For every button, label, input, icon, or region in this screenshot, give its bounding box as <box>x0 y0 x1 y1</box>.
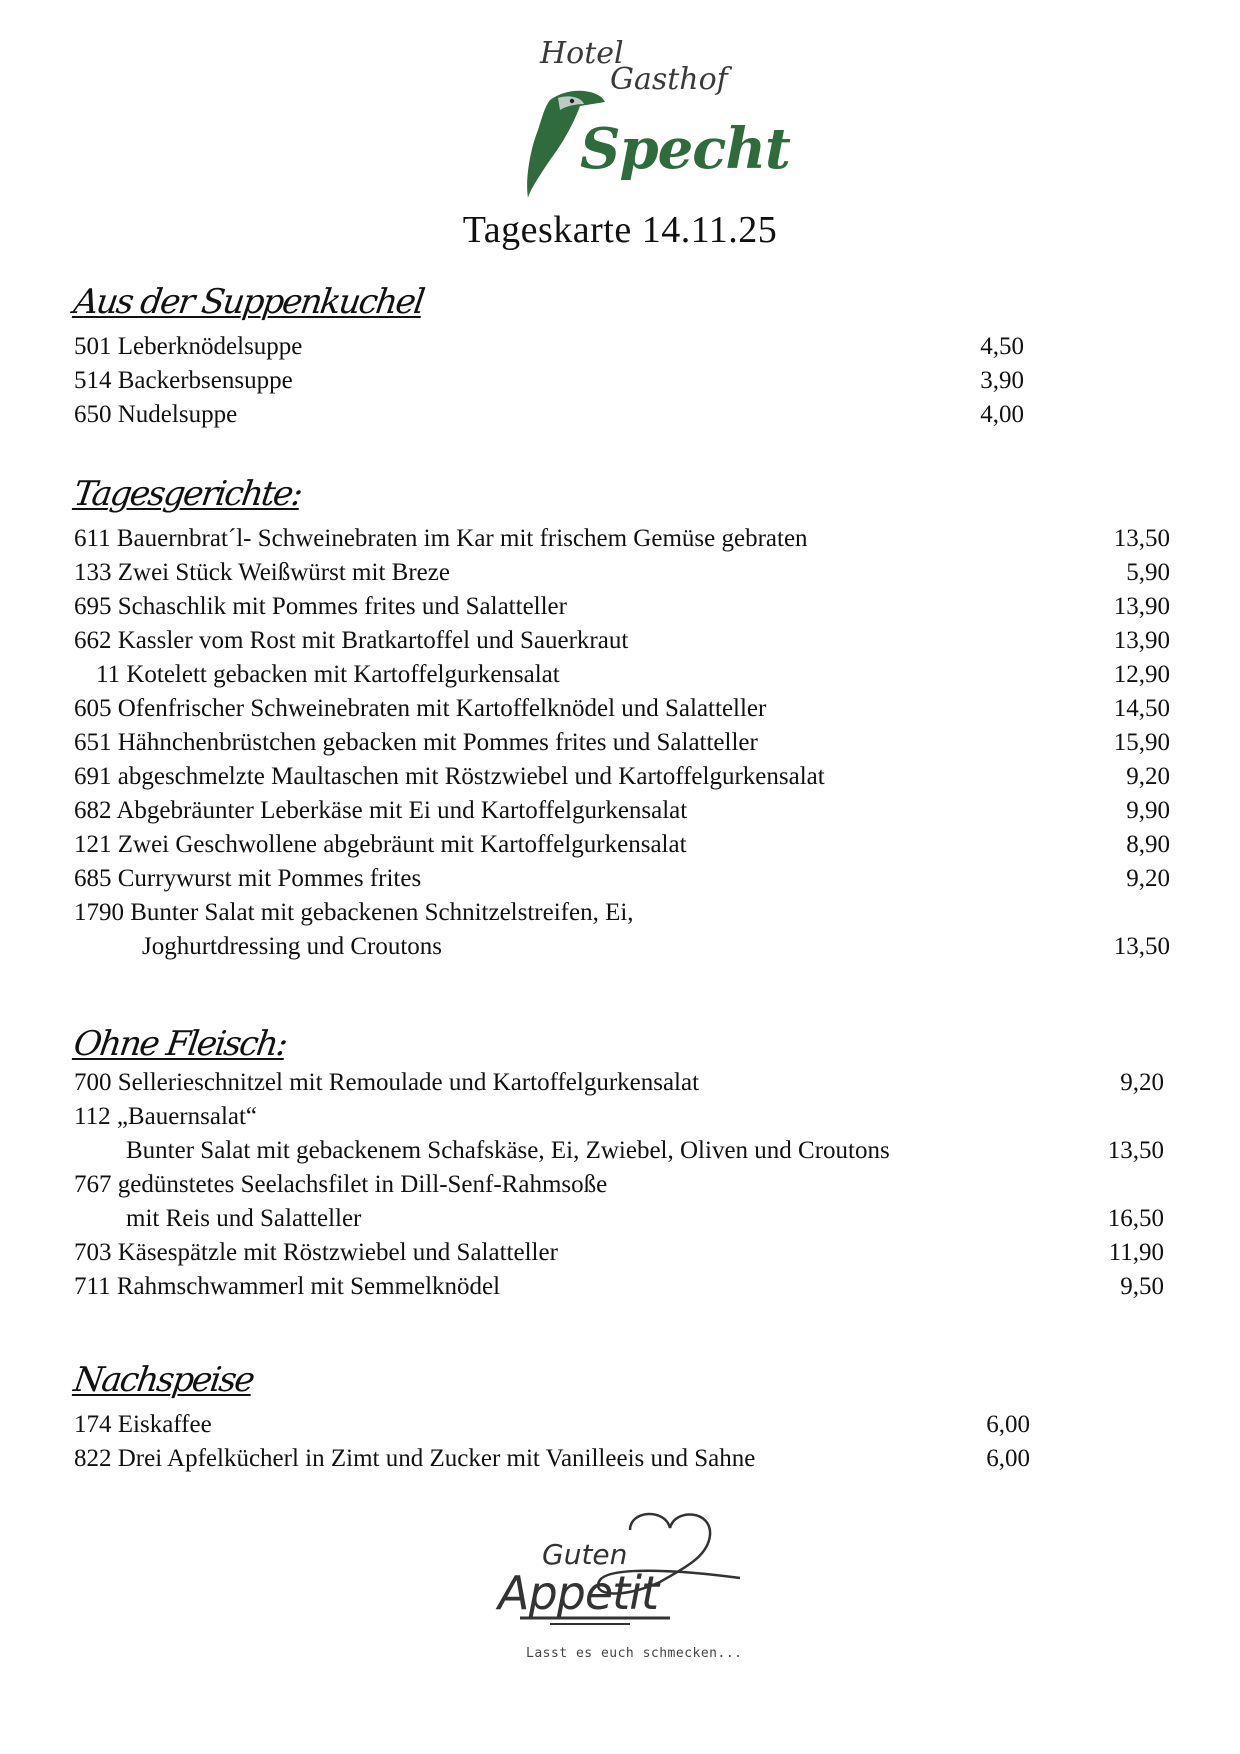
menu-item: 501 Leberknödelsuppe <box>74 333 303 360</box>
menu-item-price: 9,20 <box>1120 1069 1164 1096</box>
menu-item-price: 15,90 <box>1113 729 1170 756</box>
menu-item-price: 13,90 <box>1113 593 1170 620</box>
menu-item-price: 13,50 <box>1113 525 1170 552</box>
footer-tagline: Lasst es euch schmecken... <box>526 1646 743 1661</box>
menu-item: 112 „Bauernsalat“ <box>74 1103 258 1130</box>
menu-item-price: 13,50 <box>1107 1137 1164 1164</box>
menu-item-price: 14,50 <box>1113 695 1170 722</box>
menu-item: 685 Currywurst mit Pommes frites <box>74 865 422 892</box>
menu-item-price: 9,20 <box>1126 763 1170 790</box>
menu-item-price: 3,90 <box>980 367 1024 394</box>
menu-item-price: 6,00 <box>986 1411 1030 1438</box>
menu-item: 822 Drei Apfelkücherl in Zimt und Zucker mit Vanilleeis und Sahne <box>74 1445 756 1472</box>
menu-item: 514 Backerbsensuppe <box>74 367 293 394</box>
logo-hotel-text: Hotel <box>540 36 624 71</box>
menu-item: 605 Ofenfrischer Schweinebraten mit Kartoffelknödel und Salatteller <box>74 695 767 722</box>
menu-item-continuation: Bunter Salat mit gebackenem Schafskäse, Ei, Zwiebel, Oliven und Croutons <box>126 1137 890 1164</box>
hotel-logo <box>520 28 790 198</box>
menu-item-price: 13,50 <box>1113 933 1170 960</box>
menu-item-price: 4,00 <box>980 401 1024 428</box>
menu-item: 662 Kassler vom Rost mit Bratkartoffel und Sauerkraut <box>74 627 629 654</box>
menu-item: 174 Eiskaffee <box>74 1411 212 1438</box>
menu-item: 711 Rahmschwammerl mit Semmelknödel <box>74 1273 501 1300</box>
menu-item: 133 Zwei Stück Weißwürst mit Breze <box>74 559 450 586</box>
menu-item: 650 Nudelsuppe <box>74 401 238 428</box>
menu-item: 651 Hähnchenbrüstchen gebacken mit Pommes frites und Salatteller <box>74 729 758 756</box>
menu-item-price: 13,90 <box>1113 627 1170 654</box>
logo-specht-text: Specht <box>580 116 790 182</box>
section-heading-vegetarian: Ohne Fleisch: <box>71 1024 289 1064</box>
menu-item-continuation: mit Reis und Salatteller <box>126 1205 362 1232</box>
menu-item: 1790 Bunter Salat mit gebackenen Schnitzelstreifen, Ei, <box>74 899 634 926</box>
menu-item-price: 9,20 <box>1126 865 1170 892</box>
page-title: Tageskarte 14.11.25 <box>462 209 778 251</box>
menu-item-continuation: Joghurtdressing und Croutons <box>142 933 442 960</box>
menu-item-price: 16,50 <box>1107 1205 1164 1232</box>
footer-appetit-text: Appetit <box>498 1566 659 1620</box>
section-heading-dessert: Nachspeise <box>71 1360 256 1400</box>
menu-item: 11 Kotelett gebacken mit Kartoffelgurkensalat <box>96 661 560 688</box>
menu-item: 611 Bauernbrat´l- Schweinebraten im Kar mit frischem Gemüse gebraten <box>74 525 808 552</box>
menu-item: 695 Schaschlik mit Pommes frites und Salatteller <box>74 593 567 620</box>
menu-item-price: 6,00 <box>986 1445 1030 1472</box>
section-heading-daily: Tagesgerichte: <box>71 474 304 514</box>
menu-item-price: 9,50 <box>1120 1273 1164 1300</box>
menu-item-price: 5,90 <box>1126 559 1170 586</box>
menu-item: 703 Käsespätzle mit Röstzwiebel und Salatteller <box>74 1239 558 1266</box>
menu-item-price: 4,50 <box>980 333 1024 360</box>
menu-item: 682 Abgebräunter Leberkäse mit Ei und Kartoffelgurkensalat <box>74 797 688 824</box>
menu-item-price: 11,90 <box>1108 1239 1164 1266</box>
menu-item-price: 12,90 <box>1113 661 1170 688</box>
section-heading-soups: Aus der Suppenkuchel <box>71 282 426 322</box>
menu-item: 700 Sellerieschnitzel mit Remoulade und Kartoffelgurkensalat <box>74 1069 700 1096</box>
menu-item-price: 9,90 <box>1126 797 1170 824</box>
footer-guten-text: Guten <box>542 1538 628 1571</box>
menu-item-price: 8,90 <box>1126 831 1170 858</box>
menu-item: 767 gedünstetes Seelachsfilet in Dill-Senf-Rahmsoße <box>74 1171 608 1198</box>
guten-appetit-logo <box>480 1500 760 1670</box>
logo-gasthof-text: Gasthof <box>610 62 728 97</box>
menu-item: 121 Zwei Geschwollene abgebräunt mit Kartoffelgurkensalat <box>74 831 687 858</box>
menu-item: 691 abgeschmelzte Maultaschen mit Röstzwiebel und Kartoffelgurkensalat <box>74 763 825 790</box>
